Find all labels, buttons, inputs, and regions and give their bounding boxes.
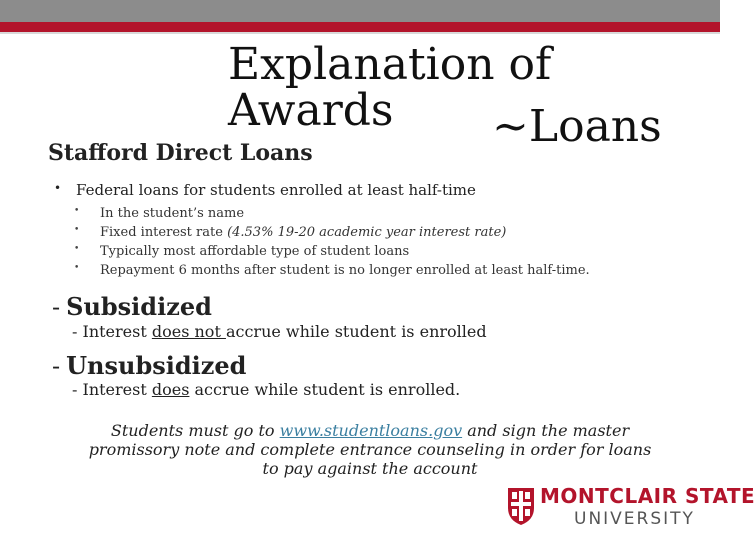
unsubsidized-heading (52, 351, 246, 380)
subsidized-note (72, 322, 487, 341)
dash-marker: - (52, 293, 61, 321)
unsubsidized-heading-text: Unsubsidized (66, 351, 247, 380)
instructions-text (80, 421, 660, 478)
studentloans-link[interactable]: www.studentloans.gov (279, 421, 463, 440)
sub-bullet-text: Typically most affordable type of student loans (100, 244, 410, 259)
slide-subtitle: Stafford Direct Loans (48, 140, 313, 166)
dash-marker: - (52, 352, 61, 380)
bullet-icon: • (74, 244, 80, 254)
bullet-icon: • (74, 206, 80, 216)
bullet-icon: • (74, 263, 80, 273)
note-prefix: - Interest (72, 322, 152, 341)
note-emphasis: does (151, 380, 190, 399)
subsidized-heading-text: Subsidized (66, 292, 212, 321)
sub-bullet-text: Fixed interest rate (100, 225, 228, 240)
header-red-bar (0, 22, 720, 32)
header-gray-bar (0, 0, 720, 22)
montclair-shield-icon (506, 486, 536, 526)
logo-text-university: UNIVERSITY (574, 509, 695, 529)
main-bullet-text: Federal loans for students enrolled at least half-time (76, 181, 476, 199)
slide-title-line2: ~Loans (492, 101, 662, 152)
bullet-icon: • (54, 181, 62, 195)
logo-text-montclair: MONTCLAIR STATE (540, 484, 755, 508)
bullet-icon: • (74, 225, 80, 235)
header-divider (0, 32, 720, 34)
note-prefix: - Interest (72, 380, 152, 399)
note-suffix: accrue while student is enrolled (225, 322, 487, 341)
instructions-suffix: and sign the master promissory note and complete entrance counseling in order for loans to pay against the account (88, 421, 652, 478)
subsidized-heading (52, 292, 212, 321)
slide-title-line1: Explanation of Awards (228, 39, 552, 136)
unsubsidized-note (72, 380, 460, 399)
sub-bullet-text: In the student’s name (100, 206, 245, 221)
note-emphasis: does not (151, 322, 226, 341)
note-suffix: accrue while student is enrolled. (189, 380, 461, 399)
sub-bullet-text: Repayment 6 months after student is no longer enrolled at least half-time. (100, 263, 590, 278)
instructions-prefix: Students must go to (110, 421, 280, 440)
interest-rate-note: (4.53% 19-20 academic year interest rate) (227, 225, 507, 240)
